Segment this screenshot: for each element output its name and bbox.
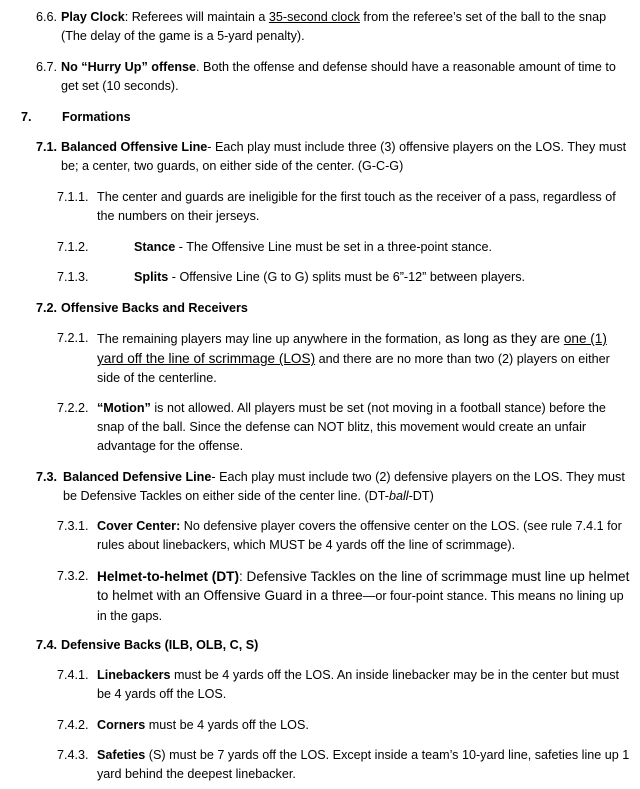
rule-title: Balanced Offensive Line — [61, 140, 208, 154]
rule-number: 7.2.1. — [57, 331, 89, 345]
rule-text: Play Clock: Referees will maintain a 35-second clock from the referee’s set of the ball to the snap (The delay of the game is a 5-yard penalty). — [61, 10, 607, 44]
rule-number: 6.6. — [36, 10, 58, 24]
rule-text: No “Hurry Up” offense. Both the offense and defense should have a reasonable amount of time to get set (10 seconds). — [61, 60, 616, 94]
rule-text: Safeties (S) must be 7 yards off the LOS. Except inside a team’s 10-yard line, safeties line up 1 yard behind the deepest linebacker. — [97, 748, 630, 782]
rule-title: Stance — [134, 240, 176, 254]
rule-number: 7.4. — [36, 638, 58, 652]
rule-number: 7.3.1. — [57, 519, 89, 533]
section-title: Formations — [62, 110, 131, 124]
rule-number: 7.4.1. — [57, 668, 89, 682]
underlined-text: one (1) yard off the line of scrimmage (LOS) — [97, 331, 607, 367]
rule-text: Balanced Defensive Line- Each play must include two (2) defensive players on the LOS. They must be Defensive Tackles on either side of the center line. (DT-ball-DT) — [63, 470, 625, 504]
rule-title: Helmet-to-helmet (DT) — [97, 569, 239, 584]
rule-text: Linebackers must be 4 yards off the LOS. An inside linebacker may be in the center but must be 4 yards off the LOS. — [97, 668, 620, 702]
rule-number: 7.3.2. — [57, 569, 89, 583]
rule-title: Defensive Backs (ILB, OLB, C, S) — [61, 638, 259, 652]
rule-number: 7.3. — [36, 470, 58, 484]
rule-number: 7.4.3. — [57, 748, 89, 762]
rule-number: 7.2.2. — [57, 401, 89, 415]
rule-number: 6.7. — [36, 60, 58, 74]
rule-title: Balanced Defensive Line — [63, 470, 212, 484]
rule-number: 7.1.3. — [57, 270, 89, 284]
rule-number: 7.2. — [36, 301, 58, 315]
rule-title: Offensive Backs and Receivers — [61, 301, 248, 315]
rule-text: Helmet-to-helmet (DT): Defensive Tackles on the line of scrimmage must line up helmet to helmet with an Offensive Guard in a three—or four-point stance. This means no lining up in the gaps. — [97, 569, 630, 624]
section-number: 7. — [21, 110, 32, 124]
rule-text: Balanced Offensive Line- Each play must include three (3) offensive players on the LOS. They must be; a center, two guards, on either side of the center. (G-C-G) — [61, 140, 627, 174]
rule-text: Cover Center: No defensive player covers the offensive center on the LOS. (see rule 7.4.1 for rules about linebackers, which MUST be 4 yards off the line of scrimmage). — [97, 519, 622, 553]
rule-number: 7.1.2. — [57, 240, 89, 254]
rule-title: Linebackers — [97, 668, 171, 682]
rule-title: Play Clock — [61, 10, 125, 24]
rule-number: 7.1.1. — [57, 190, 89, 204]
rule-title: No “Hurry Up” offense — [61, 60, 197, 74]
rule-text: “Motion” is not allowed. All players must be set (not moving in a football stance) before the snap of the ball. Since the defense can NOT blitz, this movement would create an unfair advantage for the offense. — [97, 401, 606, 454]
rule-number: 7.1. — [36, 140, 58, 154]
rule-number: 7.4.2. — [57, 718, 89, 732]
underlined-text: 35-second clock — [268, 10, 360, 24]
rule-text: The remaining players may line up anywhere in the formation, as long as they are one (1) yard off the line of scrimmage (LOS) and there are no more than two (2) players on either side of the centerline. — [97, 331, 610, 386]
rule-text: The center and guards are ineligible for the first touch as the receiver of a pass, regardless of the numbers on their jerseys. — [97, 190, 616, 224]
rule-title: “Motion” — [97, 401, 151, 415]
rule-title: Cover Center: — [97, 519, 181, 533]
rule-text: Corners must be 4 yards off the LOS. — [97, 718, 309, 732]
rule-title: Splits — [134, 270, 169, 284]
rule-text: Splits - Offensive Line (G to G) splits must be 6”-12” between players. — [134, 270, 526, 284]
rule-title: Corners — [97, 718, 146, 732]
rule-text: Stance - The Offensive Line must be set in a three-point stance. — [134, 240, 492, 254]
rule-title: Safeties — [97, 748, 146, 762]
